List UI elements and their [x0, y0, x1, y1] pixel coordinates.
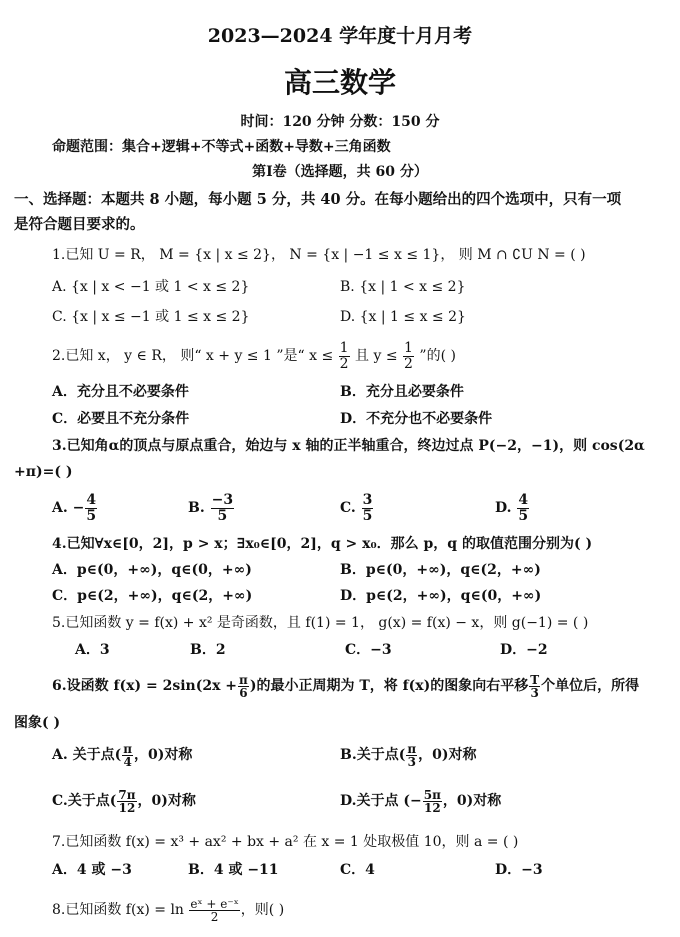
scope: 命题范围：集合+逻辑+不等式+函数+导数+三角函数: [52, 139, 391, 155]
q6-stem-line2: 图象( ): [14, 715, 61, 731]
q6-b-fraction: [406, 743, 417, 768]
q8-stem-pre: 8.已知函数 f(x) = ln: [52, 902, 184, 918]
q2-stem-post: ”的( ): [419, 348, 456, 364]
q6-option-d: [340, 783, 501, 819]
q7-stem: 7.已知函数 f(x) = x³ + ax² + bx + a² 在 x = 1 处取极值 10，则 a = ( ): [52, 834, 519, 850]
q6-c-post: ，0)对称: [137, 793, 196, 809]
q6-a-fraction: [122, 743, 133, 768]
q6-a-pre: A. 关于点(: [52, 747, 122, 763]
section-instruction-line2: 是符合题目要求的。: [14, 216, 145, 233]
q6-b-post: ，0)对称: [418, 747, 477, 763]
q3-a-fraction: [85, 493, 97, 524]
q4-option-c: C．p∈(2，+∞)，q∈(2，+∞): [52, 588, 253, 604]
q6-c-num: 7π: [118, 787, 136, 802]
q6-d-fraction: [423, 789, 442, 814]
q7-option-a: A．4 或 −3: [52, 862, 132, 878]
q6-f2-num: T: [530, 672, 540, 687]
q1-option-d: D. {x | 1 ≤ x ≤ 2}: [340, 309, 466, 325]
q1-option-b: B. {x | 1 < x ≤ 2}: [340, 279, 466, 295]
q8-den: 2: [210, 909, 219, 924]
q3-d-fraction: [517, 493, 529, 524]
q2-frac2-den: 2: [404, 355, 413, 372]
q2-frac1-num: 1: [339, 339, 349, 356]
q3-a-den: 5: [86, 507, 97, 524]
q2-stem-mid: 且 y ≤: [355, 348, 398, 364]
q1-stem: 1.已知 U = R， M = {x | x ≤ 2}， N = {x | −1 ≤ x ≤ 1}， 则 M ∩ ∁U N = ( ): [52, 247, 586, 263]
q6-fraction-1: [238, 674, 249, 699]
q6-stem-pre: 6.设函数 f(x) = 2sin(2x +: [52, 678, 238, 694]
q6-c-den: 12: [118, 800, 136, 815]
q6-d-post: ，0)对称: [442, 793, 502, 809]
q4-option-b: B．p∈(0，+∞)，q∈(2，+∞): [340, 562, 541, 578]
q4-option-d: D．p∈(2，+∞)，q∈(0，+∞): [340, 588, 542, 604]
q5-stem: 5.已知函数 y = f(x) + x² 是奇函数，且 f(1) = 1， g(x) = f(x) − x，则 g(−1) = ( ): [52, 615, 589, 631]
q6-f1-den: 6: [239, 685, 248, 700]
q2-frac1-den: 2: [339, 355, 349, 372]
q3-c-den: 5: [362, 507, 373, 524]
q6-stem-mid: )的最小正周期为 T，将 f(x)的图象向右平移: [249, 678, 529, 694]
q3-a-num: 4: [86, 491, 97, 508]
q3-a-sign: −: [72, 500, 85, 516]
q2-option-d: D．不充分也不必要条件: [340, 411, 493, 427]
q6-d-pre: D.关于点 (−: [340, 793, 422, 809]
q6-f1-num: π: [239, 672, 248, 687]
q6-d-num: 5π: [423, 787, 441, 802]
q5-option-d: D．−2: [500, 642, 548, 658]
q8-stem-post: ，则( ): [240, 902, 285, 918]
q3-c-fraction: [362, 493, 374, 524]
q4-stem: 4.已知∀x∈[0，2]，p > x；∃x₀∈[0，2]，q > x₀．那么 p，q 的取值范围分别为( ): [52, 536, 593, 552]
q3-d-label: D.: [495, 500, 512, 516]
q8-fraction: [189, 898, 239, 923]
q6-b-pre: B.关于点(: [340, 747, 406, 763]
q5-option-c: C．−3: [345, 642, 392, 658]
q3-option-b: [188, 490, 235, 526]
q2-frac2-num: 1: [404, 339, 413, 356]
q6-a-den: 4: [123, 754, 132, 769]
q6-option-b: [340, 737, 477, 773]
q2-stem: [52, 338, 456, 374]
q6-c-pre: C.关于点(: [52, 793, 117, 809]
q7-option-c: C．4: [340, 862, 375, 878]
q6-fraction-2: [529, 674, 540, 699]
time-score: 时间：120 分钟 分数：150 分: [240, 114, 440, 130]
q1-option-c: C. {x | x ≤ −1 或 1 ≤ x ≤ 2}: [52, 309, 250, 325]
q3-c-num: 3: [362, 491, 373, 508]
q6-c-fraction: [117, 789, 136, 814]
q3-stem-line1: 3.已知角α的顶点与原点重合，始边与 x 轴的正半轴重合，终边过点 P(−2，−1)，则 cos(2α: [52, 438, 645, 454]
q2-option-b: B．充分且必要条件: [340, 384, 464, 400]
q3-b-den: 5: [217, 507, 228, 524]
q3-option-c: [340, 490, 374, 526]
q6-stem: [52, 668, 639, 704]
q2-stem-pre: 2.已知 x， y ∈ R， 则“ x + y ≤ 1 ”是“ x ≤: [52, 348, 334, 364]
q2-option-a: A．充分且不必要条件: [52, 384, 189, 400]
q6-a-num: π: [123, 741, 133, 756]
section-instruction-line1: 一、选择题：本题共 8 小题，每小题 5 分，共 40 分。在每小题给出的四个选项中，只有一项: [14, 191, 622, 208]
q3-b-num: −3: [211, 491, 234, 508]
q8-num: eˣ + e⁻ˣ: [190, 896, 239, 911]
q6-stem-post: 个单位后，所得: [541, 678, 640, 694]
q3-c-label: C.: [340, 500, 356, 516]
q3-d-num: 4: [518, 491, 529, 508]
q5-option-b: B．2: [190, 642, 226, 658]
subject-title: 高三数学: [283, 66, 396, 99]
q6-b-num: π: [407, 741, 417, 756]
q3-option-a: [52, 490, 98, 526]
q3-option-d: [495, 490, 530, 526]
q6-a-post: ，0)对称: [134, 747, 193, 763]
q3-d-den: 5: [518, 507, 529, 524]
q6-d-den: 12: [423, 800, 441, 815]
q2-fraction-1: [339, 341, 350, 372]
q2-fraction-2: [403, 341, 414, 372]
q6-b-den: 3: [407, 754, 416, 769]
q3-b-fraction: [211, 493, 234, 524]
q3-stem-line2: +π)=( ): [14, 464, 73, 480]
volume-title: 第Ⅰ卷（选择题，共 60 分）: [252, 164, 428, 180]
q4-option-a: A．p∈(0，+∞)，q∈(0，+∞): [52, 562, 252, 578]
q6-option-a: [52, 737, 192, 773]
q6-option-c: [52, 783, 196, 819]
q7-option-b: B．4 或 −11: [188, 862, 279, 878]
q5-option-a: A．3: [75, 642, 110, 658]
q3-b-label: B.: [188, 500, 205, 516]
q8-stem: [52, 892, 284, 928]
q6-f2-den: 3: [530, 685, 539, 700]
q3-a-label: A.: [52, 500, 68, 516]
q2-option-c: C．必要且不充分条件: [52, 411, 190, 427]
q7-option-d: D．−3: [495, 862, 543, 878]
q1-option-a: A. {x | x < −1 或 1 < x ≤ 2}: [52, 279, 250, 295]
exam-title: 2023—2024 学年度十月月考: [207, 25, 473, 47]
